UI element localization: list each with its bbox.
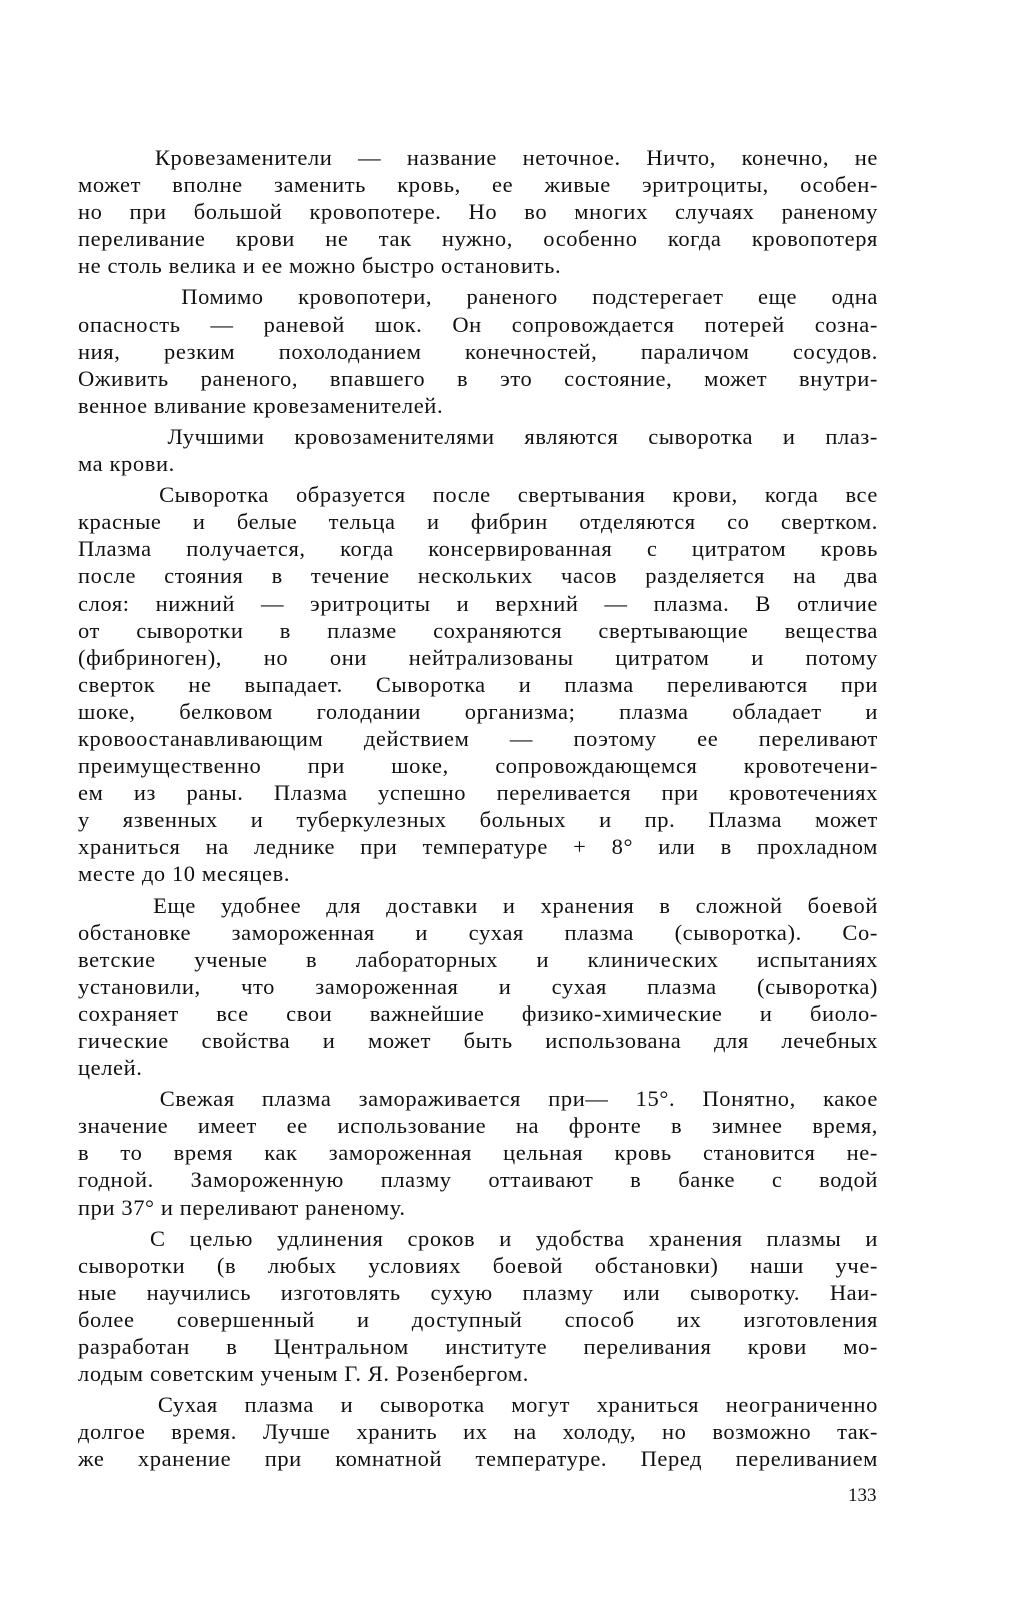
text-line: может вполне заменить кровь, ее живые эритроциты, особен- <box>78 172 878 198</box>
paragraph <box>78 1225 878 1388</box>
text-line: венное вливание кровезаменителей. <box>78 392 444 418</box>
text-line: сверток не выпадает. Сыворотка и плазма переливаются при <box>78 671 878 697</box>
paragraph <box>78 283 878 418</box>
text-line: переливание крови не так нужно, особенно когда кровопотеря <box>78 226 878 252</box>
text-line: целей. <box>78 1055 143 1081</box>
text-line: Свежая плазма замораживается при— 15°. Понятно, какое <box>78 1086 878 1112</box>
paragraph <box>78 481 878 887</box>
text-line: ния, резким похолоданием конечностей, параличом сосудов. <box>78 338 878 364</box>
text-line: кровоостанавливающим действием — поэтому ее переливают <box>78 725 878 751</box>
paragraph <box>78 892 878 1082</box>
text-line: Еще удобнее для доставки и хранения в сложной боевой <box>78 892 878 918</box>
text-line: Плазма получается, когда консервированная с цитратом кровь <box>78 536 878 562</box>
text-line: Сыворотка образуется после свертывания крови, когда все <box>78 482 878 508</box>
text-line: но при большой кровопотере. Но во многих случаях раненому <box>78 199 878 225</box>
text-line: Помимо кровопотери, раненого подстерегает еще одна <box>78 284 878 310</box>
text-line: С целью удлинения сроков и удобства хранения плазмы и <box>78 1225 878 1251</box>
text-line: Лучшими кровозаменителями являются сыворотка и плаз- <box>78 423 878 449</box>
text-line: разработан в Центральном институте переливания крови мо- <box>78 1334 878 1360</box>
text-line: от сыворотки в плазме сохраняются свертывающие вещества <box>78 617 878 643</box>
text-line: обстановке замороженная и сухая плазма (сыворотка). Со- <box>78 919 878 945</box>
paragraph <box>78 423 878 477</box>
text-line: не столь велика и ее можно быстро остановить. <box>78 253 562 279</box>
text-line: более совершенный и доступный способ их изготовления <box>78 1306 878 1332</box>
text-line: слоя: нижний — эритроциты и верхний — плазма. В отличие <box>78 590 878 616</box>
text-line: ветские ученые в лабораторных и клинических испытаниях <box>78 946 878 972</box>
text-line: опасность — раневой шок. Он сопровождается потерей созна- <box>78 311 878 337</box>
text-line: сыворотки (в любых условиях боевой обстановки) наши уче- <box>78 1252 878 1278</box>
text-line: сохраняет все свои важнейшие физико-химические и биоло- <box>78 1000 878 1026</box>
text-line: после стояния в течение нескольких часов разделяется на два <box>78 563 878 589</box>
text-line: Кровезаменители — название неточное. Ничто, конечно, не <box>78 145 878 170</box>
text-line: же хранение при комнатной температуре. Перед переливанием <box>78 1446 878 1472</box>
text-line: долгое время. Лучше хранить их на холоду, но возможно так- <box>78 1419 878 1445</box>
text-line: в то время как замороженная цельная кровь становится не- <box>78 1140 878 1166</box>
text-line: ные научились изготовлять сухую плазму или сыворотку. Наи- <box>78 1279 878 1305</box>
text-line: (фибриноген), но они нейтрализованы цитратом и потому <box>78 644 878 670</box>
paragraph <box>78 1085 878 1220</box>
text-line: лодым советским ученым Г. Я. Розенбергом. <box>78 1361 529 1387</box>
text-line: значение имеет ее использование на фронте в зимнее время, <box>78 1113 878 1139</box>
page-number: 133 <box>848 1485 877 1506</box>
text-line: храниться на леднике при температуре + 8° или в прохладном <box>78 834 878 860</box>
text-line: Сухая плазма и сыворотка могут храниться неограниченно <box>78 1392 878 1418</box>
text-line: месте до 10 месяцев. <box>78 861 291 887</box>
text-line: шоке, белковом голодании организма; плазма обладает и <box>78 698 878 724</box>
text-line: ем из раны. Плазма успешно переливается при кровотечениях <box>78 780 878 806</box>
text-line: красные и белые тельца и фибрин отделяются со свертком. <box>78 509 878 535</box>
text-line: гические свойства и может быть использована для лечебных <box>78 1028 878 1053</box>
text-line: у язвенных и туберкулезных больных и пр. Плазма может <box>78 807 878 833</box>
paragraph <box>78 144 878 279</box>
text-line: ма крови. <box>78 451 175 477</box>
text-line: при 37° и переливают раненому. <box>78 1194 406 1220</box>
text-line: годной. Замороженную плазму оттаивают в банке с водой <box>78 1167 878 1193</box>
body-text <box>78 144 878 1477</box>
text-line: Оживить раненого, впавшего в это состояние, может внутри- <box>78 365 878 391</box>
paragraph <box>78 1391 878 1472</box>
text-line: преимущественно при шоке, сопровождающемся кровотечени- <box>78 753 878 779</box>
text-line: установили, что замороженная и сухая плазма (сыворотка) <box>78 973 878 999</box>
